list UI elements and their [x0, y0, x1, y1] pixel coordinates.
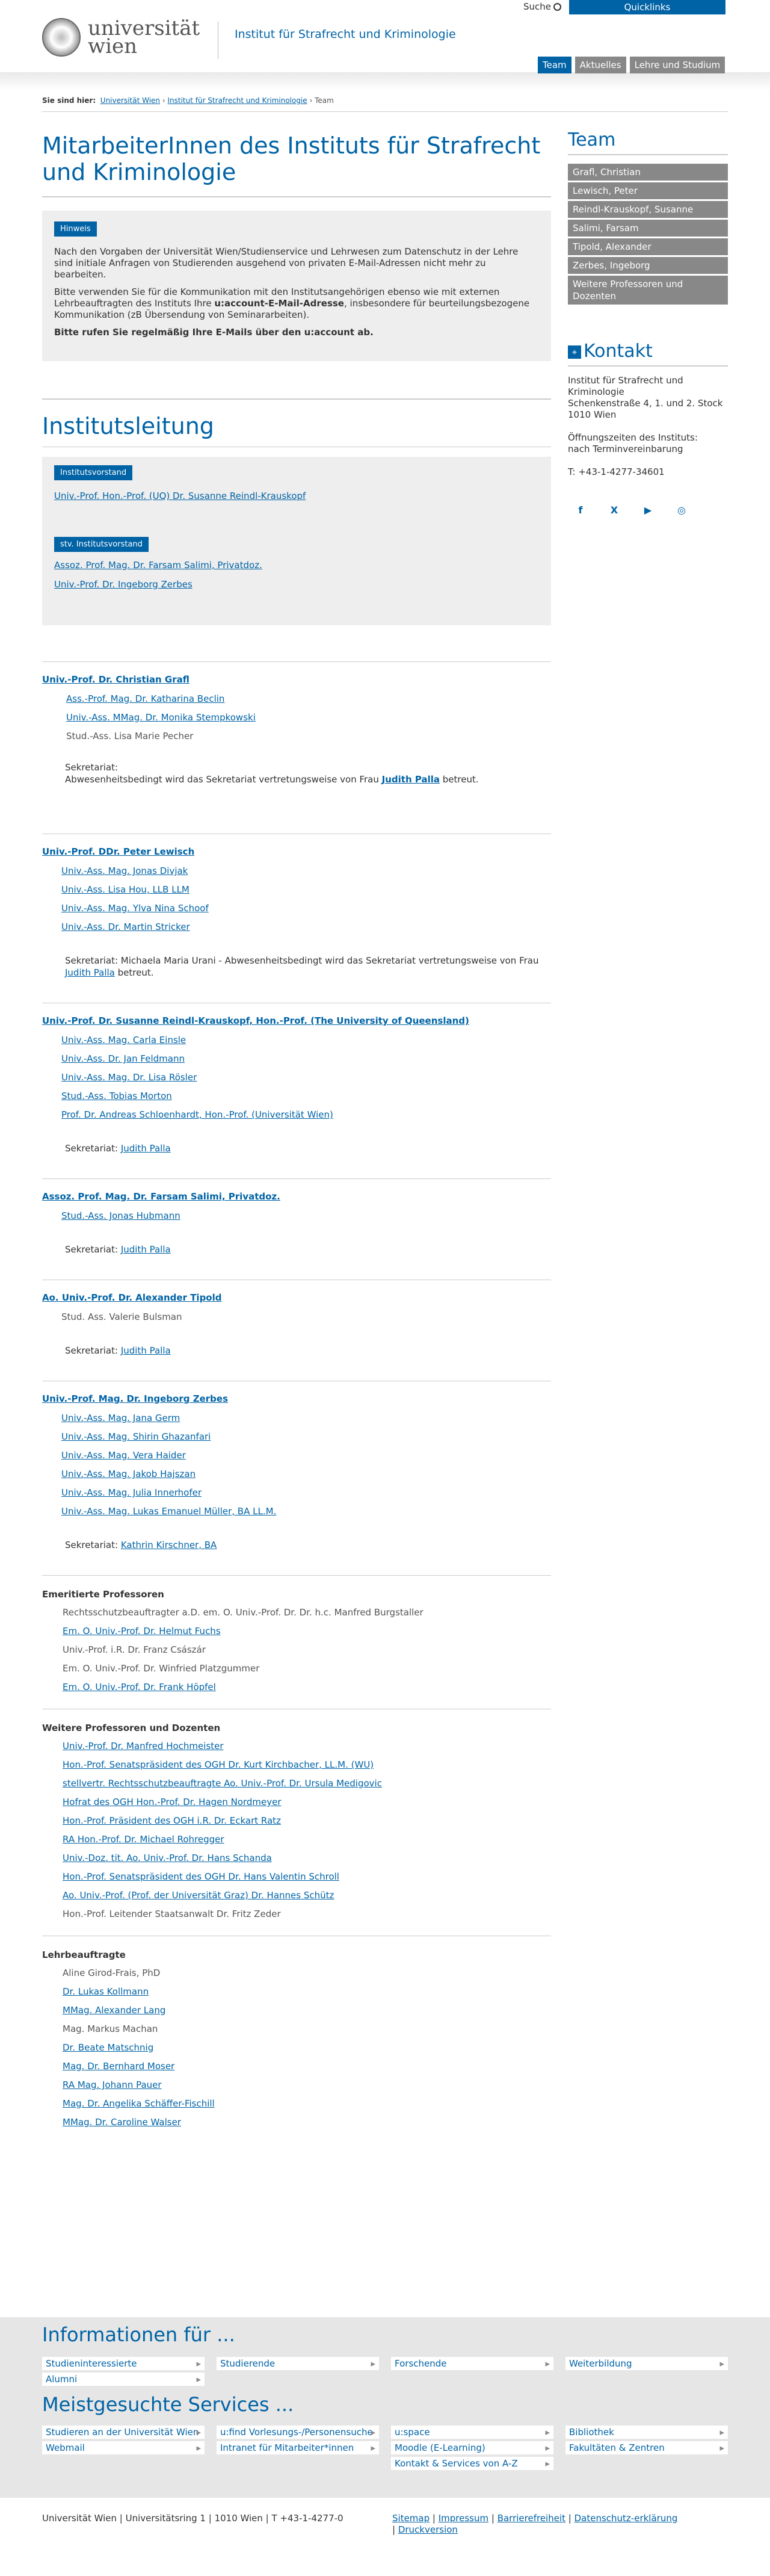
member-link[interactable]: Univ.-Ass. Mag. Ylva Nina Schoof: [61, 903, 209, 914]
address-line: Kriminologie: [568, 386, 624, 397]
person-link[interactable]: Em. O. Univ.-Prof. Dr. Frank Höpfel: [63, 1682, 216, 1692]
member-link[interactable]: Univ.-Ass. Lisa Hou, LLB LLM: [61, 884, 189, 895]
member-list: [42, 690, 551, 746]
youtube-icon[interactable]: ▶: [644, 504, 652, 516]
sekretariat-text-b: betreut.: [439, 774, 479, 785]
member-link[interactable]: Univ.-Ass. Dr. Jan Feldmann: [61, 1053, 185, 1064]
person-link[interactable]: stellvertr. Rechtsschutzbeauftragte Ao. Univ.-Prof. Dr. Ursula Medigovic: [63, 1778, 382, 1789]
emeriti-section-title: Emeritierte Professoren: [42, 1589, 164, 1600]
member-text: Stud.-Ass. Lisa Marie Pecher: [66, 731, 194, 742]
institute-title-link[interactable]: Institut für Strafrecht und Kriminologie: [235, 28, 456, 41]
emeriti-section-list: [42, 1603, 551, 1697]
sekretariat-text-a: Abwesenheitsbedingt wird das Sekretariat vertretungsweise von Frau: [65, 774, 382, 785]
social-links: [568, 504, 728, 515]
sekretariat-link[interactable]: Judith Palla: [381, 774, 440, 785]
person-text: Rechtsschutzbeauftragter a.D. em. O. Univ.-Prof. Dr. Dr. h.c. Manfred Burgstaller: [63, 1607, 424, 1618]
group-head-link[interactable]: Assoz. Prof. Mag. Dr. Farsam Salimi, Privatdoz.: [42, 1191, 280, 1202]
sekretariat-text-a: Sekretariat:: [65, 1540, 121, 1550]
group-head-link[interactable]: Univ.-Prof. Dr. Christian Grafl: [42, 674, 189, 685]
sekretariat-text: [42, 1539, 551, 1551]
info-title: Informationen für ...: [42, 2323, 235, 2346]
kontakt-address: [568, 375, 728, 478]
professor-group: [42, 1178, 551, 1255]
hinweis-tag: Hinweis: [54, 221, 97, 237]
group-divider: [42, 661, 551, 662]
member-link[interactable]: Univ.-Ass. Mag. Lukas Emanuel Müller, BA LL.M.: [61, 1506, 277, 1517]
sekretariat-text: [42, 761, 551, 785]
sekretariat-text: [42, 955, 551, 979]
breadcrumb-institute[interactable]: Institut für Strafrecht und Kriminologie: [167, 96, 307, 105]
member-link[interactable]: Prof. Dr. Andreas Schloenhardt, Hon.-Prof. (Universität Wien): [61, 1109, 333, 1120]
section-title-leitung: Institutsleitung: [42, 413, 214, 439]
x-twitter-icon[interactable]: X: [610, 504, 618, 516]
stv-tag: stv. Institutsvorstand: [54, 537, 149, 552]
sidebar-item[interactable]: Weitere Professoren und Dozenten: [568, 276, 728, 305]
info-link[interactable]: Studieninteressierte ▸: [42, 2357, 205, 2370]
service-link[interactable]: Studieren an der Universität Wien ▸: [42, 2426, 205, 2439]
member-link[interactable]: Univ.-Ass. Mag. Dr. Lisa Rösler: [61, 1072, 197, 1083]
info-link[interactable]: Alumni ▸: [42, 2373, 205, 2386]
group-head-link[interactable]: Univ.-Prof. Dr. Susanne Reindl-Krauskopf, Hon.-Prof. (The University of Queensland): [42, 1015, 469, 1026]
info-link[interactable]: Studierende ▸: [217, 2357, 379, 2370]
hinweis-text-2b: u:account-E-Mail-Adresse: [214, 298, 344, 309]
member-link[interactable]: Univ.-Ass. Mag. Jonas Divjak: [61, 865, 188, 876]
sidebar-item[interactable]: Tipold, Alexander: [568, 238, 728, 255]
groups-container: [42, 661, 551, 2132]
person-link[interactable]: Mag. Dr. Angelika Schäffer-Fischill: [63, 2098, 215, 2109]
person-link[interactable]: Em. O. Univ.-Prof. Dr. Helmut Fuchs: [63, 1626, 221, 1636]
search-button[interactable]: [523, 1, 561, 12]
breadcrumb: Sie sind hier: Universität Wien › Institut für Strafrecht und Kriminologie › Team: [42, 96, 334, 105]
weitere-section: [42, 1709, 551, 1924]
service-link[interactable]: Fakultäten & Zentren ▸: [565, 2441, 728, 2454]
group-head-link[interactable]: Univ.-Prof. DDr. Peter Lewisch: [42, 846, 195, 857]
person-link[interactable]: Hofrat des OGH Hon.-Prof. Dr. Hagen Nordmeyer: [63, 1797, 282, 1807]
group-head-link[interactable]: Univ.-Prof. Mag. Dr. Ingeborg Zerbes: [42, 1393, 228, 1404]
professor-group: [42, 1280, 551, 1357]
tab-team[interactable]: Team: [538, 57, 571, 73]
hinweis-text-1: Nach den Vorgaben der Universität Wien/Studienservice und Lehrwesen zum Datenschutz in der Lehre sind initiale Anfragen von Studierenden ausgehend von privaten E-Mail-Adressen nicht mehr zu bearbeiten.: [54, 246, 519, 280]
tab-lehre[interactable]: Lehre und Studium: [630, 57, 725, 73]
sidebar-item[interactable]: Salimi, Farsam: [568, 220, 728, 237]
lehrbeauftragte-section-list: [42, 1964, 551, 2132]
address-line: T: +43-1-4277-34601: [568, 466, 665, 477]
breadcrumb-lead: Sie sind hier:: [42, 96, 96, 105]
sidebar-list: [568, 164, 728, 305]
facebook-icon[interactable]: f: [578, 504, 583, 516]
member-list: [42, 1207, 551, 1225]
datenschutz-link[interactable]: Datenschutz-erklärung: [574, 2513, 678, 2524]
kontakt-label: Kontakt: [584, 341, 653, 362]
address-line: 1010 Wien: [568, 409, 617, 420]
sekretariat-link[interactable]: Judith Palla: [120, 1143, 171, 1154]
instagram-icon[interactable]: ◎: [677, 504, 686, 516]
person-link[interactable]: Dr. Lukas Kollmann: [63, 1986, 149, 1997]
address-line: Öffnungszeiten des Instituts:: [568, 432, 698, 443]
breadcrumb-current: Team: [315, 96, 334, 105]
logo-text: universität wien: [88, 16, 200, 58]
sidebar-item[interactable]: Lewisch, Peter: [568, 182, 728, 199]
sekretariat-label: Sekretariat:: [65, 762, 119, 773]
map-marker-icon: ⌖: [568, 345, 581, 359]
info-link[interactable]: Forschende ▸: [391, 2357, 553, 2370]
vorstand-tag: Institutsvorstand: [54, 465, 132, 480]
person-link[interactable]: Hon.-Prof. Senatspräsident des OGH Dr. Kurt Kirchbacher, LL.M. (WU): [63, 1759, 374, 1770]
sekretariat-text-a: Sekretariat:: [65, 1244, 121, 1255]
sidebar-item[interactable]: Grafl, Christian: [568, 164, 728, 181]
person-link[interactable]: Dr. Beate Matschnig: [63, 2042, 154, 2053]
group-head-link[interactable]: Ao. Univ.-Prof. Dr. Alexander Tipold: [42, 1292, 222, 1303]
service-link[interactable]: Intranet für Mitarbeiter*innen ▸: [217, 2441, 379, 2454]
kontakt-title: [568, 341, 728, 367]
search-icon: [553, 3, 561, 11]
hinweis-text-2c: , insbesondere für beurteilungsbezogene Kommunikation (zB Übersendung von Seminararbeiten).: [54, 298, 530, 320]
main-nav: [538, 57, 725, 73]
person-link[interactable]: Hon.-Prof. Präsident des OGH i.R. Dr. Eckart Ratz: [63, 1815, 281, 1826]
member-list: [42, 1308, 551, 1327]
person-link[interactable]: RA Hon.-Prof. Dr. Michael Rohregger: [63, 1834, 224, 1845]
info-link[interactable]: Weiterbildung ▸: [565, 2357, 728, 2370]
header-shadow: [0, 72, 770, 90]
sidebar: [568, 129, 728, 515]
service-link[interactable]: Bibliothek ▸: [565, 2426, 728, 2439]
stv-link-1[interactable]: Assoz. Prof. Mag. Dr. Farsam Salimi, Privatdoz.: [54, 560, 262, 571]
breadcrumb-divider: [42, 111, 728, 112]
barrierefreiheit-link[interactable]: Barrierefreiheit: [497, 2513, 566, 2524]
member-link[interactable]: Univ.-Ass. Mag. Vera Haider: [61, 1450, 186, 1461]
search-label: Suche: [523, 1, 552, 12]
person-link[interactable]: RA Mag. Johann Pauer: [63, 2079, 162, 2090]
member-link[interactable]: Univ.-Ass. Mag. Jana Germ: [61, 1413, 180, 1423]
address-line: [568, 421, 728, 432]
member-list: [42, 1031, 551, 1124]
sitemap-link[interactable]: Sitemap: [392, 2513, 430, 2524]
hinweis-text-2: [54, 286, 539, 321]
stv-link-2[interactable]: Univ.-Prof. Dr. Ingeborg Zerbes: [54, 579, 192, 590]
service-link[interactable]: Kontakt & Services von A-Z ▸: [391, 2457, 553, 2470]
services-grid: [42, 2426, 728, 2470]
quicklinks-button[interactable]: Quicklinks: [569, 0, 725, 14]
person-link[interactable]: Hon.-Prof. Senatspräsident des OGH Dr. Hans Valentin Schroll: [63, 1871, 339, 1882]
member-list: [42, 1409, 551, 1521]
address-line: nach Terminvereinbarung: [568, 444, 683, 454]
service-link[interactable]: Moodle (E-Learning) ▸: [391, 2441, 553, 2454]
lehrbeauftragte-section: [42, 1936, 551, 2132]
sidebar-item[interactable]: Zerbes, Ingeborg: [568, 257, 728, 274]
service-link[interactable]: u:find Vorlesungs-/Personensuche ▸: [217, 2426, 379, 2439]
address-line: Schenkenstraße 4, 1. und 2. Stock: [568, 398, 723, 409]
sekretariat-text-a: Sekretariat:: [65, 1345, 121, 1356]
hinweis-text-2a: Bitte verwenden Sie für die Kommunikation mit den Institutsangehörigen ebenso wie mit externen Lehrbeauftragten des Instituts Ihre: [54, 286, 500, 309]
professor-group: [42, 661, 551, 785]
member-link[interactable]: Univ.-Ass. Mag. Julia Innerhofer: [61, 1487, 202, 1498]
footer-links: Sitemap | Impressum | Barrierefreiheit | Datenschutz-erklärung | Druckversion: [392, 2513, 678, 2535]
sekretariat-link[interactable]: Judith Palla: [65, 967, 115, 978]
person-link[interactable]: Univ.-Doz. tit. Ao. Univ.-Prof. Dr. Hans Schanda: [63, 1853, 272, 1863]
member-link[interactable]: Stud.-Ass. Tobias Morton: [61, 1091, 172, 1101]
member-link[interactable]: Stud.-Ass. Jonas Hubmann: [61, 1210, 180, 1221]
druckversion-link[interactable]: Druckversion: [398, 2524, 458, 2535]
breadcrumb-uni[interactable]: Universität Wien: [100, 96, 161, 105]
address-line: Institut für Strafrecht und: [568, 375, 683, 386]
person-link[interactable]: Mag. Dr. Bernhard Moser: [63, 2061, 175, 2072]
seal-icon: [42, 18, 81, 57]
main-content: [42, 120, 551, 2132]
person-text: Aline Girod-Frais, PhD: [63, 1968, 161, 1978]
professor-group: [42, 1381, 551, 1551]
tab-aktuelles[interactable]: Aktuelles: [575, 57, 626, 73]
services-title: Meistgesuchte Services ...: [42, 2393, 294, 2416]
leitung-box: [42, 457, 551, 625]
member-list: [42, 862, 551, 937]
person-text: Mag. Markus Machan: [63, 2023, 158, 2034]
professor-group: [42, 1003, 551, 1154]
page-title: MitarbeiterInnen des Instituts für Strafrecht und Kriminologie: [42, 132, 541, 185]
university-logo[interactable]: [42, 18, 217, 60]
sekretariat-text-a: Sekretariat:: [65, 1143, 121, 1154]
sidebar-item[interactable]: Reindl-Krauskopf, Susanne: [568, 201, 728, 218]
weitere-section-list: [42, 1737, 551, 1924]
person-link[interactable]: Ao. Univ.-Prof. (Prof. der Universität Graz) Dr. Hannes Schütz: [63, 1890, 334, 1901]
section-divider: [42, 1575, 551, 1576]
sekretariat-text: [42, 1142, 551, 1154]
vorstand-link[interactable]: Univ.-Prof. Hon.-Prof. (UQ) Dr. Susanne Reindl-Krauskopf: [54, 491, 306, 501]
hinweis-box: [42, 211, 551, 361]
person-link[interactable]: MMag. Dr. Caroline Walser: [63, 2117, 181, 2128]
sekretariat-text: [42, 1345, 551, 1357]
member-link[interactable]: Univ.-Ass. Mag. Carla Einsle: [61, 1035, 186, 1045]
emeriti-section: [42, 1575, 551, 1697]
footer: [0, 2317, 770, 2498]
professor-group: [42, 834, 551, 979]
service-link[interactable]: Webmail ▸: [42, 2441, 205, 2454]
group-divider: [42, 1178, 551, 1179]
weitere-section-title: Weitere Professoren und Dozenten: [42, 1723, 221, 1733]
member-text: Stud. Ass. Valerie Bulsman: [61, 1311, 182, 1322]
sekretariat-text-a: Sekretariat: Michaela Maria Urani - Abwesenheitsbedingt wird das Sekretariat vertretungsweise von Frau: [65, 955, 539, 966]
sekretariat-text: [42, 1243, 551, 1255]
title-divider: [42, 196, 551, 197]
sidebar-title: Team: [568, 129, 728, 155]
impressum-link[interactable]: Impressum: [438, 2513, 489, 2524]
person-link[interactable]: Univ.-Prof. Dr. Manfred Hochmeister: [63, 1741, 224, 1751]
sekretariat-text-b: betreut.: [114, 967, 154, 978]
lehrbeauftragte-section-title: Lehrbeauftragte: [42, 1949, 126, 1960]
address-line: [568, 455, 728, 466]
person-text: Univ.-Prof. i.R. Dr. Franz Császár: [63, 1644, 206, 1655]
person-text: Hon.-Prof. Leitender Staatsanwalt Dr. Fritz Zeder: [63, 1909, 281, 1919]
member-link[interactable]: Ass.-Prof. Mag. Dr. Katharina Beclin: [66, 693, 225, 704]
member-link[interactable]: Univ.-Ass. MMag. Dr. Monika Stempkowski: [66, 712, 256, 723]
section-divider: [42, 398, 551, 400]
footer-address: Universität Wien | Universitätsring 1 | 1010 Wien | T +43-1-4277-0: [42, 2513, 343, 2524]
person-text: Em. O. Univ.-Prof. Dr. Winfried Platzgummer: [63, 1663, 260, 1674]
sekretariat-link[interactable]: Judith Palla: [120, 1345, 171, 1356]
sekretariat-link[interactable]: Judith Palla: [120, 1244, 171, 1255]
member-link[interactable]: Univ.-Ass. Mag. Shirin Ghazanfari: [61, 1431, 211, 1442]
member-link[interactable]: Univ.-Ass. Dr. Martin Stricker: [61, 921, 190, 932]
site-header: [0, 0, 770, 84]
hinweis-text-3: Bitte rufen Sie regelmäßig Ihre E-Mails über den u:account ab.: [54, 327, 374, 338]
member-link[interactable]: Univ.-Ass. Mag. Jakob Hajszan: [61, 1469, 196, 1479]
sekretariat-link[interactable]: Kathrin Kirschner, BA: [120, 1540, 217, 1550]
service-link[interactable]: u:space ▸: [391, 2426, 553, 2439]
person-link[interactable]: MMag. Alexander Lang: [63, 2005, 166, 2016]
info-grid: [42, 2357, 728, 2386]
